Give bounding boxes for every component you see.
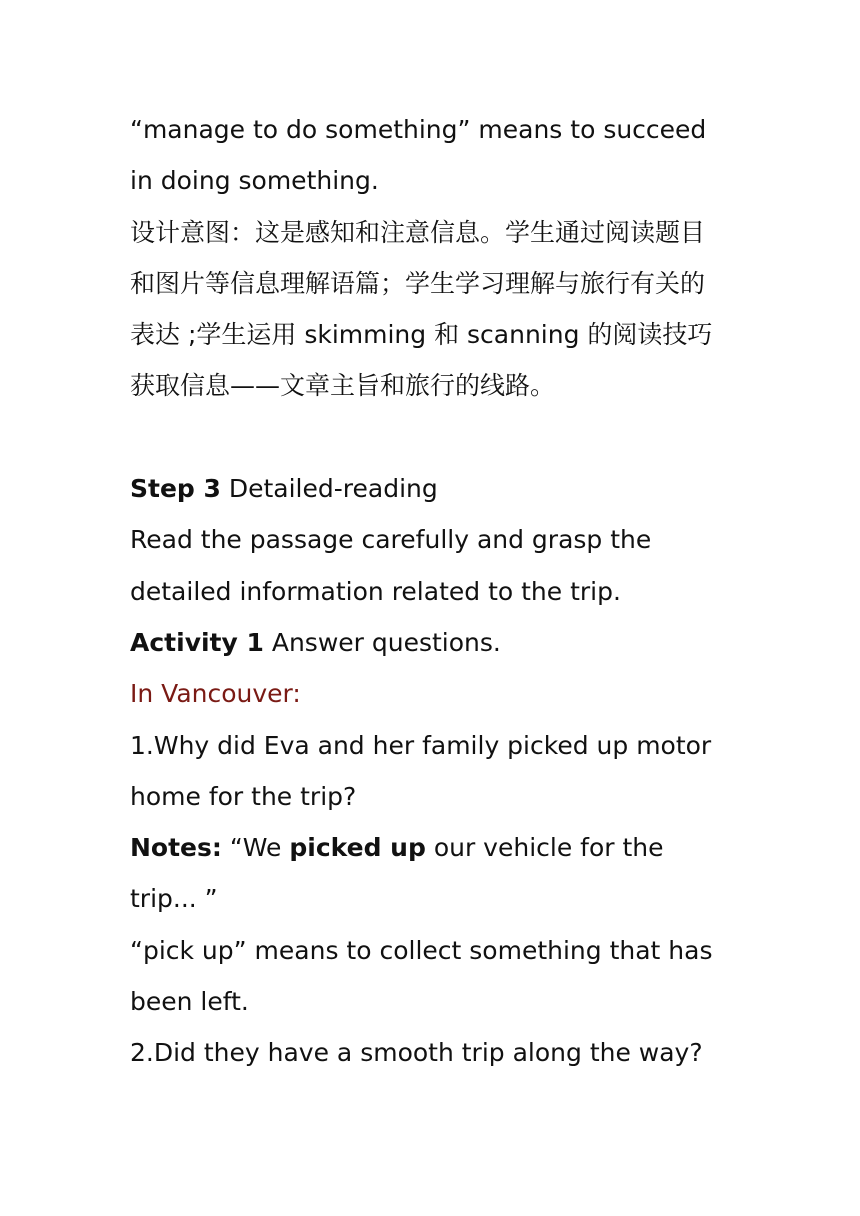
design-intent-line: 和图片等信息理解语篇；学生学习理解与旅行有关的	[130, 268, 706, 298]
design-intent-line: 设计意图：这是感知和注意信息。学生通过阅读题目	[130, 217, 706, 247]
notes-line: “manage to do something” means to succeed	[130, 115, 707, 144]
section-heading: In Vancouver:	[130, 679, 301, 709]
notes-label: Notes:	[130, 833, 222, 863]
activity-label: Activity 1	[130, 627, 264, 657]
step-description-line: detailed information related to the trip.	[130, 576, 621, 606]
notes-quote-end: our vehicle for the	[425, 833, 664, 863]
notes-line: in doing something.	[130, 166, 379, 196]
activity-title: Answer questions.	[263, 627, 501, 657]
step-title: Detailed-reading	[220, 474, 438, 504]
question-line: 2.Did they have a smooth trip along the way?	[130, 1038, 703, 1068]
activity-heading	[130, 617, 740, 668]
notes-line: been left.	[130, 987, 249, 1017]
paragraph-spacer	[130, 412, 740, 463]
notes-quote-bold: picked up	[289, 833, 426, 863]
step-heading	[130, 463, 740, 514]
step-label: Step 3	[130, 474, 221, 504]
notes-quote-line	[130, 822, 740, 873]
document-body	[130, 104, 740, 1079]
question-line: 1.Why did Eva and her family picked up motor	[130, 730, 712, 760]
design-intent-line: 获取信息——文章主旨和旅行的线路。	[130, 371, 556, 401]
step-description-line: Read the passage carefully and grasp the	[130, 525, 652, 555]
design-intent-line: 表达 ;学生运用 skimming 和 scanning 的阅读技巧	[130, 320, 713, 350]
notes-line: trip... ”	[130, 884, 218, 914]
question-line: home for the trip?	[130, 781, 357, 811]
notes-line: “pick up” means to collect something that has	[130, 935, 713, 965]
notes-quote-start: “We	[221, 833, 290, 863]
